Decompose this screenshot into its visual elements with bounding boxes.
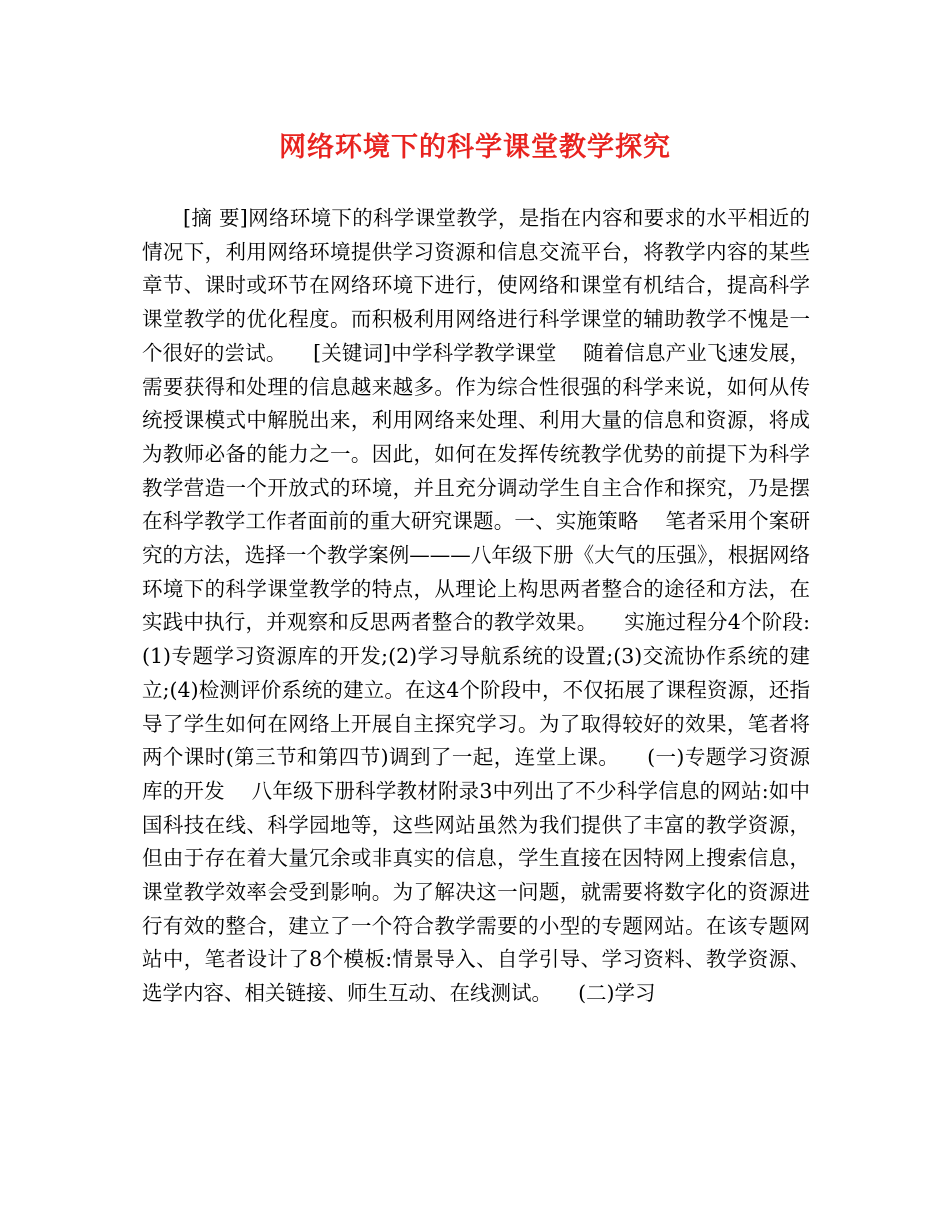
- document-title: 网络环境下的科学课堂教学探究: [279, 132, 671, 163]
- document-body-paragraph: [摘 要]网络环境下的科学课堂教学，是指在内容和要求的水平相近的情况下，利用网络环境提供学习资源和信息交流平台，将教学内容的某些章节、课时或环节在网络环境下进行，使网络和课堂有机结合，提高科学课堂教学的优化程度。而积极利用网络进行科学课堂的辅助教学不愧是一个很好的尝试。 [关键词]中学科学教学课堂 随着信息产业飞速发展，需要获得和处理的信息越来越多。作为综合性很强的科学来说，如何从传统授课模式中解脱出来，利用网络来处理、利用大量的信息和资源，将成为教师必备的能力之一。因此，如何在发挥传统教学优势的前提下为科学教学营造一个开放式的环境，并且充分调动学生自主合作和探究，乃是摆在科学教学工作者面前的重大研究课题。一、实施策略 笔者采用个案研究的方法，选择一个教学案例———八年级下册《大气的压强》，根据网络环境下的科学课堂教学的特点，从理论上构思两者整合的途径和方法，在实践中执行，并观察和反思两者整合的教学效果。 实施过程分4个阶段:(1)专题学习资源库的开发;(2)学习导航系统的设置;(3)交流协作系统的建立;(4)检测评价系统的建立。在这4个阶段中，不仅拓展了课程资源，还指导了学生如何在网络上开展自主探究学习。为了取得较好的效果，笔者将两个课时(第三节和第四节)调到了一起，连堂上课。 (一)专题学习资源库的开发 八年级下册科学教材附录3中列出了不少科学信息的网站:如中国科技在线、科学园地等，这些网站虽然为我们提供了丰富的教学资源，但由于存在着大量冗余或非真实的信息，学生直接在因特网上搜索信息，课堂教学效率会受到影响。为了解决这一问题，就需要将数字化的资源进行有效的整合，建立了一个符合教学需要的小型的专题网站。在该专题网站中，笔者设计了8个模板:情景导入、自学引导、学习资料、教学资源、选学内容、相关链接、师生互动、在线测试。 (二)学习: [142, 206, 810, 1006]
